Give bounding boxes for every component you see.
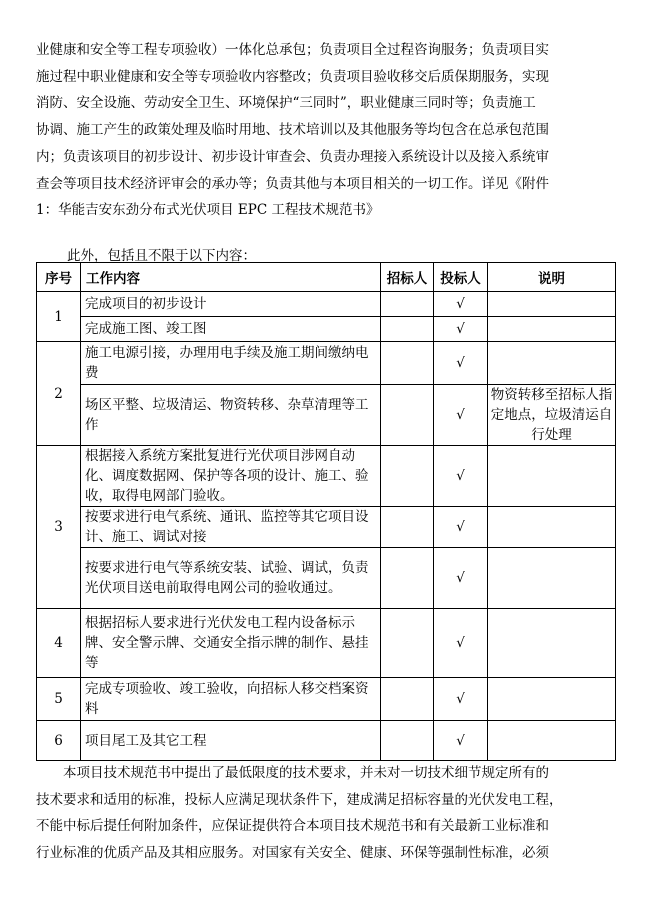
paragraph-line: 查会等项目技术经济评审会的承办等；负责其他与本项目相关的一切工作。详见《附件 [36,175,549,192]
bidder-check: √ [434,609,488,678]
note-cell [488,721,616,761]
paragraph-line: 技术要求和适用的标准，投标人应满足现状条件下，建成满足招标容量的光伏发电工程， [36,791,563,808]
row-number: 6 [37,721,81,761]
table-row [37,292,616,317]
note-cell [488,342,616,385]
note-cell [488,507,616,548]
note-cell [488,292,616,317]
table-intro: 此外，包括且不限于以下内容： [67,248,256,264]
work-item: 场区平整、垃圾清运、物资转移、杂草清理等工作 [81,385,381,446]
tenderer-cell [381,317,434,342]
bidder-check: √ [434,721,488,761]
row-number: 2 [37,342,81,446]
row-number: 1 [37,292,81,342]
note-cell [488,678,616,721]
col-header-note: 说明 [488,263,616,292]
paragraph-line: 业健康和安全等工程专项验收）一体化总承包；负责项目全过程咨询服务；负责项目实 [36,42,549,58]
tenderer-cell [381,385,434,446]
work-item: 按要求进行电气等系统安装、试验、调试，负责光伏项目送电前取得电网公司的验收通过。 [81,548,381,609]
bidder-check: √ [434,507,488,548]
top-paragraph [36,37,612,224]
tenderer-cell [381,721,434,761]
tenderer-cell [381,678,434,721]
work-item: 项目尾工及其它工程 [81,721,381,761]
bidder-check: √ [434,292,488,317]
tenderer-cell [381,342,434,385]
paragraph-line: 不能中标后提任何附加条件，应保证提供符合本项目技术规范书和有关最新工业标准和 [36,818,549,835]
note-cell: 物资转移至招标人指定地点，垃圾清运自行处理 [488,385,616,446]
col-header-bidder: 投标人 [434,263,488,292]
paragraph-line: 协调、施工产生的政策处理及临时用地、技术培训以及其他服务等均包含在总承包范围 [36,122,549,139]
table-row [37,548,616,609]
note-cell [488,609,616,678]
row-number: 3 [37,446,81,609]
table-row [37,385,616,446]
work-item: 根据接入系统方案批复进行光伏项目涉网自动化、调度数据网、保护等各项的设计、施工、验收，取得电网部门验收。 [81,446,381,507]
table-row [37,609,616,678]
paragraph-line: 消防、安全设施、劳动安全卫生、环境保护“三同时”，职业健康三同时等；负责施工 [36,95,536,112]
note-cell [488,446,616,507]
work-item: 完成施工图、竣工图 [81,317,381,342]
work-item: 完成专项验收、竣工验收，向招标人移交档案资料 [81,678,381,721]
work-item: 完成项目的初步设计 [81,292,381,317]
tenderer-cell [381,609,434,678]
bidder-check: √ [434,446,488,507]
paragraph-line: 本项目技术规范书中提出了最低限度的技术要求，并未对一切技术细节规定所有的 [63,765,549,781]
bidder-check: √ [434,342,488,385]
work-item: 根据招标人要求进行光伏发电工程内设备标示牌、安全警示牌、交通安全指示牌的制作、悬挂等 [81,609,381,678]
note-cell [488,548,616,609]
table-header-row [37,263,616,292]
col-header-no: 序号 [37,263,81,292]
col-header-tenderer: 招标人 [381,263,434,292]
work-item: 施工电源引接，办理用电手续及施工期间缴纳电费 [81,342,381,385]
table-row [37,507,616,548]
bottom-paragraph [36,760,612,867]
row-number: 5 [37,678,81,721]
work-scope-table [36,262,616,761]
table-row [37,317,616,342]
table-row [37,342,616,385]
bidder-check: √ [434,548,488,609]
work-item: 按要求进行电气系统、通讯、监控等其它项目设计、施工、调试对接 [81,507,381,548]
bidder-check: √ [434,385,488,446]
tenderer-cell [381,548,434,609]
paragraph-line: 施过程中职业健康和安全等专项验收内容整改；负责项目验收移交后质保期服务，实现 [36,68,549,85]
row-number: 4 [37,609,81,678]
tenderer-cell [381,507,434,548]
tenderer-cell [381,292,434,317]
table-row [37,678,616,721]
tenderer-cell [381,446,434,507]
bidder-check: √ [434,678,488,721]
paragraph-line: 行业标准的优质产品及其相应服务。对国家有关安全、健康、环保等强制性标准，必须 [36,845,549,862]
paragraph-line: 1：华能吉安东劲分布式光伏项目 EPC 工程技术规范书》 [36,202,380,219]
table-row [37,446,616,507]
table-row [37,721,616,761]
paragraph-line: 内；负责该项目的初步设计、初步设计审查会、负责办理接入系统设计以及接入系统审 [36,148,549,165]
bidder-check: √ [434,317,488,342]
col-header-work: 工作内容 [81,263,381,292]
note-cell [488,317,616,342]
